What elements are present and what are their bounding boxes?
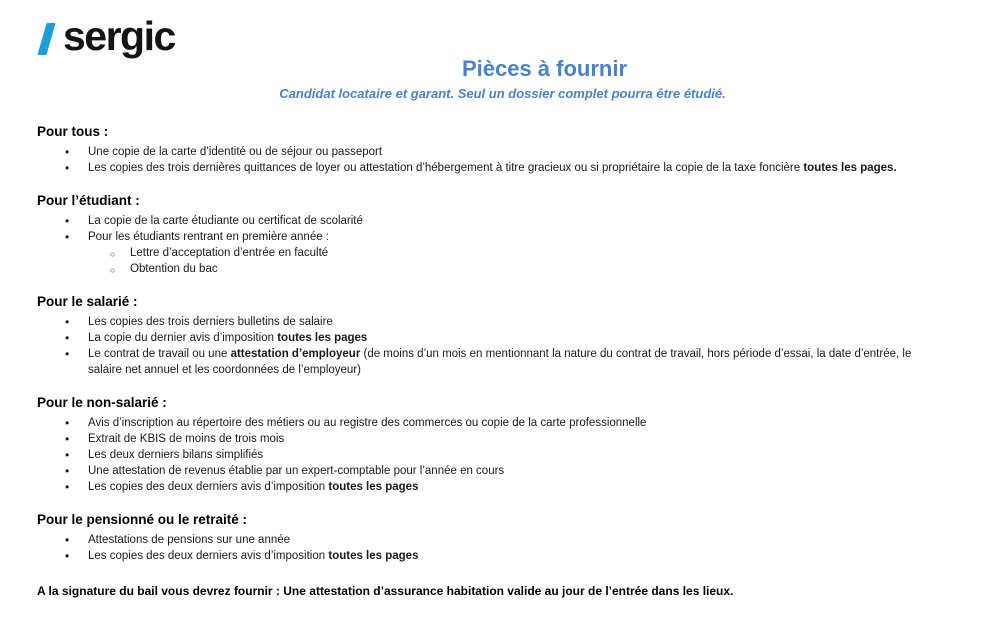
item-text: Une attestation de revenus établie par un expert-comptable pour l’année en cours [88,465,505,477]
item-text: La copie de la carte étudiante ou certificat de scolarité [88,215,363,227]
bullet-item [37,431,934,447]
bullet-item [37,548,934,564]
item-text: Les deux derniers bilans simplifiés [88,449,264,461]
logo-text: sergic [63,13,175,59]
item-text: Une copie de la carte d’identité ou de séjour ou passeport [88,146,383,158]
logo-slash-icon [37,23,55,55]
item-text-bold: toutes les pages. [803,162,897,174]
bullet-item [37,144,934,160]
bullet-item [37,532,934,548]
page-subtitle: Candidat locataire et garant. Seul un dossier complet pourra être étudié. [279,86,726,101]
sub-bullet-item [37,261,934,277]
bullet-item [37,314,934,330]
bullet-item [37,479,934,495]
item-text: Lettre d’acceptation d’entrée en faculté [130,247,329,259]
section-pensionne [37,511,968,564]
bullet-item [37,213,934,229]
section-heading-etudiant: Pour l’étudiant : [37,193,140,208]
section-heading-salarie: Pour le salarié : [37,294,138,309]
item-text: Les copies des deux derniers avis d’imposition [88,550,329,562]
section-etudiant [37,192,968,277]
bullet-item [37,160,934,176]
section-heading-pensionne: Pour le pensionné ou le retraité : [37,512,248,527]
section-non-salarie [37,394,968,495]
item-text-bold: toutes les pages [328,550,419,562]
bullet-item [37,346,934,378]
bullet-item [37,447,934,463]
item-text-bold: attestation d’employeur [230,348,361,360]
footer-note: A la signature du bail vous devrez fournir : Une attestation d’assurance habitation valide au jour de l’entrée dans les lieux. [37,584,734,598]
item-text-bold: toutes les pages [328,481,419,493]
item-text: Les copies des trois derniers bulletins de salaire [88,316,333,328]
bullet-item [37,463,934,479]
item-text-bold: toutes les pages [277,332,368,344]
item-text: Extrait de KBIS de moins de trois mois [88,433,285,445]
item-text: La copie du dernier avis d’imposition [88,332,278,344]
section-heading-non-salarie: Pour le non-salarié : [37,395,167,410]
item-text: Attestations de pensions sur une année [88,534,291,546]
item-text: Le contrat de travail ou une [88,348,231,360]
bullet-item [37,415,934,431]
item-text: Les copies des deux derniers avis d’imposition [88,481,329,493]
sergic-logo [36,15,175,58]
section-heading-tous: Pour tous : [37,124,109,139]
item-text: Avis d’inscription au répertoire des métiers ou au registre des commerces ou copie de la carte professionnelle [88,417,647,429]
bullet-item [37,229,934,245]
bullet-item [37,330,934,346]
item-text: Les copies des trois dernières quittances de loyer ou attestation d’hébergement à titre gracieux ou si propriétaire la copie de la taxe foncière [88,162,804,174]
sections [37,123,968,564]
section-tous [37,123,968,176]
sub-bullet-item [37,245,934,261]
page-title: Pièces à fournir [461,56,628,81]
item-text: Pour les étudiants rentrant en première année : [88,231,330,243]
item-text: Obtention du bac [130,263,218,275]
section-salarie [37,293,968,378]
item-text: (de moins d’un mois en mentionnant la nature du contrat de travail, hors période d’essai, la date d’entrée, le salaire net annuel et les coordonnées de l’employeur) [88,348,912,376]
